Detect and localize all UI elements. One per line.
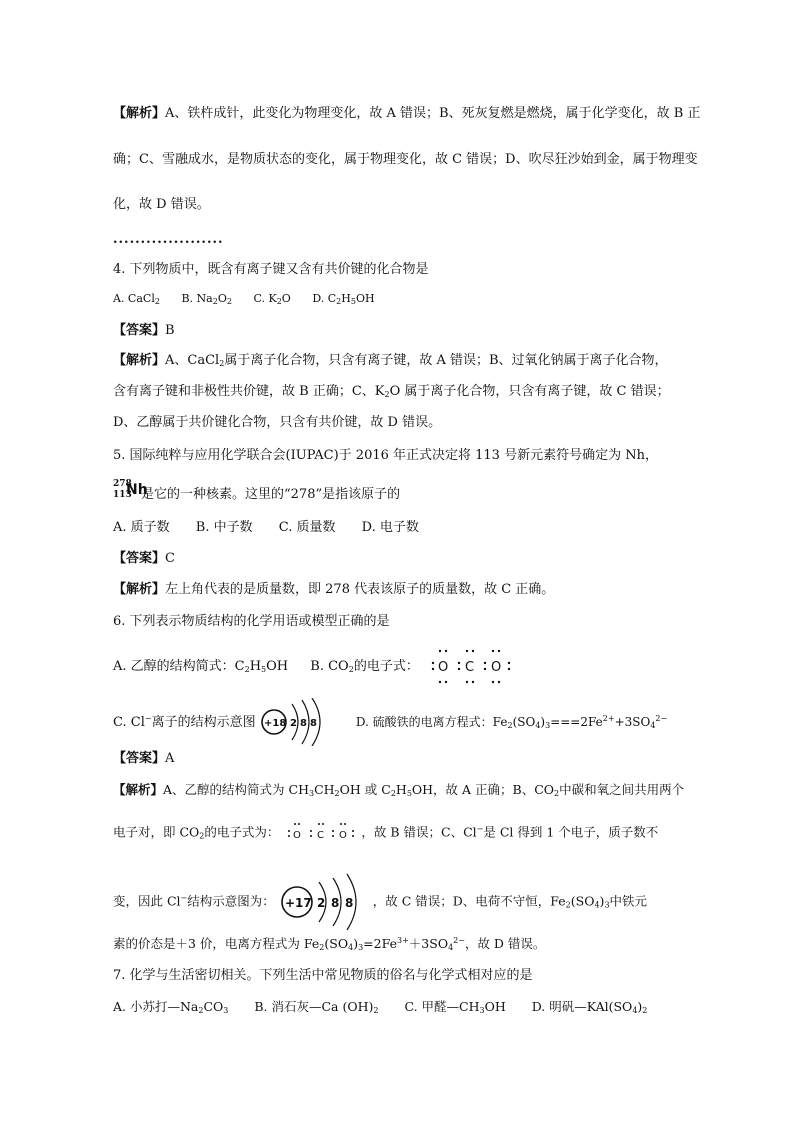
svg-text:+18: +18: [263, 718, 287, 729]
q3-analysis-line-2: 确；C、雪融成水，是物质状态的变化，属于物理变化，故 C 错误；D、吹尽狂沙始到金，属于物理变: [113, 152, 698, 167]
co2-electron-dot-diagram: [423, 646, 513, 686]
q6-analysis-line-3: 变，因此 Cl−结构示意图为： +17 2 8 8 ，故 C 错误；D、电荷不守恒，$Fe_2(SO_4)_3$中铁元: [113, 872, 647, 932]
q3-analysis-text-1: A、铁杵成针，此变化为物理变化，故 A 错误；B、死灰复燃是燃烧，属于化学变化，故 B 正: [165, 106, 701, 121]
svg-text:O: O: [339, 830, 348, 841]
q5-stem-line-2: 278 113 Nh 是它的一种核素。这里的“278”是指该原子的: [113, 479, 401, 502]
q4-analysis-line-1: 【解析】A、CaCl$_2$属于离子化合物，只含有离子键，故 A 错误；B、过氧化钠属于离子化合物，: [113, 353, 668, 368]
q4-options: [113, 292, 375, 307]
q3-analysis-line-3: 化，故 D 错误。: [113, 197, 210, 212]
svg-text:+17: +17: [284, 896, 312, 910]
q5-stem-line-1: 5. 国际纯粹与应用化学联合会(IUPAC)于 2016 年正式决定将 113 号新元素符号确定为 Nh，: [113, 448, 658, 463]
q6-option-d: D. 硫酸铁的电离方程式：$Fe_2(SO_4)_3===2Fe^{2+}+3SO_4^{2-}$: [355, 713, 668, 730]
q5-answer: 【答案】C: [113, 551, 175, 566]
q6-analysis-line-2: 电子对，即 $CO_2$的电子式为： O C O ，故 B 错误；C、Cl−是 Cl 得到 1 个电子，质子数不: [113, 818, 658, 848]
q6-analysis-line-4: 素的价态是＋3 价，电离方程式为 $Fe_2(SO_4)_3=2Fe^{3+}+3SO_4^{2-}$，故 D 错误。: [113, 936, 546, 952]
svg-text:C: C: [464, 660, 475, 675]
q6-stem: 6. 下列表示物质结构的化学用语或模型正确的是: [113, 614, 390, 629]
q4-answer: 【答案】B: [113, 323, 175, 338]
svg-text:O: O: [490, 660, 502, 675]
cl-ion-structure-diagram-18: [260, 698, 330, 746]
svg-text:2: 2: [289, 718, 297, 729]
q4-analysis-line-3: D、乙醇属于共价键化合物，只含有共价键，故 D 错误。: [113, 415, 442, 430]
q4-option-a: A. CaCl$_2$: [113, 292, 160, 306]
nuclide-symbol: 278 113 Nh: [113, 479, 148, 500]
svg-text:C: C: [317, 830, 325, 841]
q6-answer: 【答案】A: [113, 751, 175, 766]
q6-options-cd: [113, 698, 667, 746]
q6-analysis-line-1: 【解析】A、乙醇的结构简式为 $CH_3CH_2OH$ 或 $C_2H_5OH$，故 A 正确；B、$CO_2$中碳和氧之间共用两个: [113, 782, 685, 798]
q4-stem: 4. 下列物质中，既含有离子键又含有共价键的化合物是: [113, 262, 429, 277]
svg-text:2: 2: [316, 896, 326, 910]
svg-text:8: 8: [309, 718, 317, 729]
q5-option-b: B. 中子数: [195, 520, 253, 535]
q5-analysis: 【解析】左上角代表的是质量数，即 278 代表该原子的质量数，故 C 正确。: [113, 582, 555, 597]
q6-options-ab: [113, 646, 513, 686]
q4-answer-value: B: [165, 323, 175, 338]
q5-option-c: C. 质量数: [278, 520, 336, 535]
q5-option-a: A. 质子数: [113, 520, 170, 535]
svg-text:8: 8: [299, 718, 307, 729]
separator-dots: ....................: [113, 232, 224, 247]
co2-electron-dot-diagram-small: [283, 818, 357, 848]
q7-options: [113, 999, 647, 1016]
q6-option-b: B. $CO_2$的电子式：: [310, 658, 419, 674]
q5-option-d: D. 电子数: [361, 520, 419, 535]
q7-option-a: A. 小苏打$—Na_2CO_3$: [113, 999, 229, 1015]
q5-options: [113, 520, 419, 536]
q7-option-b: B. 消石灰—Ca $(OH)_2$: [254, 999, 379, 1015]
q7-option-c: C. 甲醛$—CH_3OH$: [404, 999, 506, 1015]
svg-text:8: 8: [330, 896, 340, 910]
svg-text:O: O: [437, 660, 449, 675]
q3-analysis-label: 【解析】: [113, 106, 166, 121]
svg-text:8: 8: [344, 896, 354, 910]
q6-option-c: C. Cl−离子的结构示意图: [113, 713, 256, 730]
q6-option-a: A. 乙醇的结构简式：$C_2H_5OH$: [113, 658, 289, 674]
q4-option-c: C. $K_2O$: [253, 292, 291, 306]
q4-analysis-line-2: 含有离子键和非极性共价键，故 B 正确；C、$K_2O$ 属于离子化合物，只含有离子键，故 C 错误；: [113, 384, 670, 399]
cl-ion-structure-diagram-17: [279, 872, 369, 932]
q3-analysis-line-1: [113, 106, 700, 122]
q4-option-d: D. $C_2H_5OH$: [312, 292, 375, 306]
svg-text:O: O: [293, 830, 302, 841]
q7-option-d: D. 明矾$—KAl(SO_4)_2$: [531, 999, 648, 1015]
q7-stem: 7. 化学与生活密切相关。下列生活中常见物质的俗名与化学式相对应的是: [113, 968, 533, 983]
q4-option-b: B. $Na_2O_2$: [181, 292, 232, 306]
